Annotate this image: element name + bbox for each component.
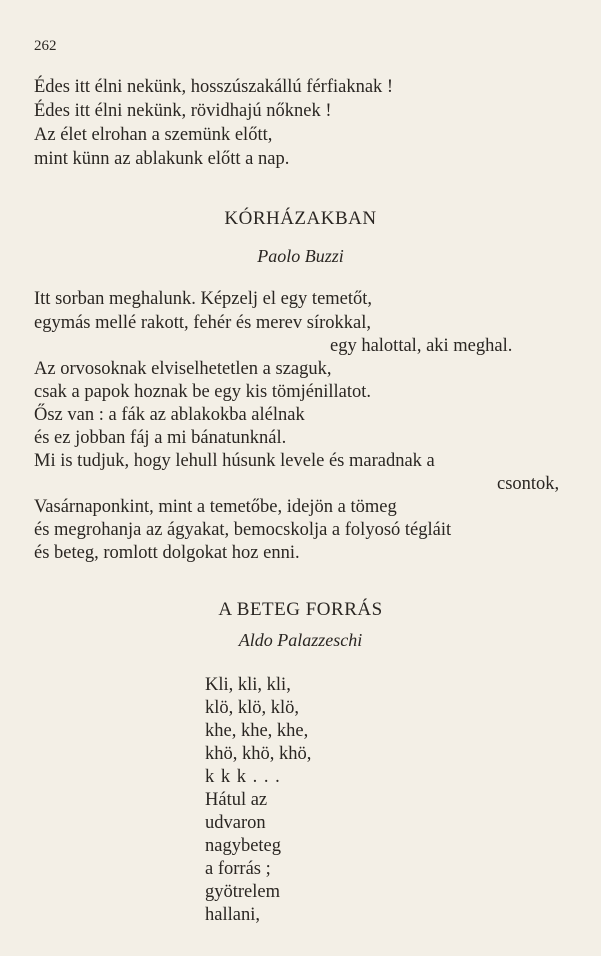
poem-line: csontok, [497, 474, 560, 494]
poem-author: Paolo Buzzi [257, 246, 344, 266]
poem-line: gyötrelem [205, 882, 281, 902]
poem-line: Mi is tudjuk, hogy lehull húsunk levele és maradnak a [34, 451, 435, 471]
poem-line: és beteg, romlott dolgokat hoz enni. [34, 543, 300, 563]
poem-line: Ősz van : a fák az ablakokba alélnak [34, 405, 305, 425]
poem-line: Itt sorban meghalunk. Képzelj el egy temetőt, [34, 289, 373, 309]
poem-title: A BETEG FORRÁS [218, 599, 383, 620]
poem-line: egy halottal, aki meghal. [330, 336, 513, 356]
poem-line: és ez jobban fáj a mi bánatunknál. [34, 428, 287, 448]
poem-author: Aldo Palazzeschi [238, 630, 363, 650]
poem-line: csak a papok hoznak be egy kis tömjénillatot. [34, 382, 372, 402]
poem-line: khö, khö, khö, [205, 744, 312, 764]
intro-line: Az élet elrohan a szemünk előtt, [34, 125, 273, 145]
poem-line: egymás mellé rakott, fehér és merev sírokkal, [34, 313, 371, 333]
intro-line: Édes itt élni nekünk, hosszúszakállú férfiaknak ! [34, 77, 394, 97]
poem-line: nagybeteg [205, 836, 282, 856]
poem-line: Az orvosoknak elviselhetetlen a szaguk, [34, 359, 332, 379]
intro-line: mint künn az ablakunk előtt a nap. [34, 149, 290, 169]
poem-title: KÓRHÁZAKBAN [224, 208, 377, 229]
poem-line: Kli, kli, kli, [205, 675, 291, 695]
poem-line: a forrás ; [205, 859, 271, 879]
page-number: 262 [34, 38, 57, 54]
poem-line: és megrohanja az ágyakat, bemocskolja a folyosó tégláit [34, 520, 452, 540]
poem-line: udvaron [205, 813, 266, 833]
poem-line: hallani, [205, 905, 260, 925]
intro-line: Édes itt élni nekünk, rövidhajú nőknek ! [34, 101, 332, 121]
poem-line: klö, klö, klö, [205, 698, 300, 718]
poem-line: Hátul az [205, 790, 268, 810]
poem-line: khe, khe, khe, [205, 721, 309, 741]
poem-line: k k k . . . [205, 767, 281, 787]
poem-line: Vasárnaponkint, mint a temetőbe, idejön a tömeg [34, 497, 397, 517]
